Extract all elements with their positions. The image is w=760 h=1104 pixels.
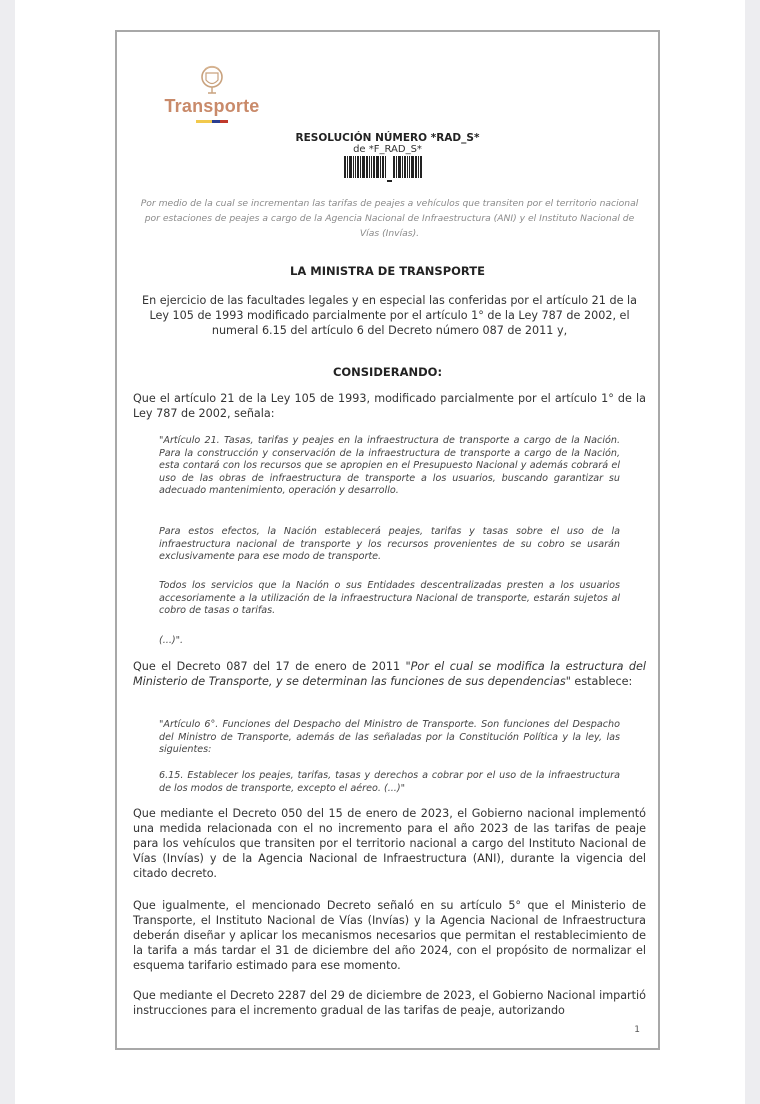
barcode-bar — [360, 156, 361, 178]
barcode-bar — [393, 156, 395, 178]
barcode-bar — [349, 156, 352, 178]
paragraph-1: Que el artículo 21 de la Ley 105 de 1993, modificado parcialmente por el artículo 1° de la Ley 787 de 2002, señala: — [133, 392, 646, 420]
resolution-subject: Por medio de la cual se incrementan las tarifas de peajes a vehículos que transiten por el territorio nacional por estaciones de peajes a cargo de la Agencia Nacional de Infraestructura (ANI) y el Instituto Nacional de Vías (Invías). — [140, 198, 639, 239]
barcode-bar — [362, 156, 365, 178]
flag-bar-icon — [196, 120, 228, 123]
barcode-bar — [398, 156, 401, 178]
quote-article-21-b: Para estos efectos, la Nación establecerá peajes, tarifas y tasas sobre el uso de la infraestructura nacional de transporte y los recursos provenientes de su cobro se usarán exclusivamente para ese modo de transporte. — [159, 526, 620, 562]
barcode-bar — [411, 156, 414, 178]
barcode-bar — [353, 156, 354, 178]
quote-article-21: "Artículo 21. Tasas, tarifas y peajes en la infraestructura de transporte a cargo de la Nación. Para la construcción y conservación de la infraestructura de transporte a cargo de la Nación, esta contará con los recursos que se apropien en el Presupuesto Nacional y además cobrará el uso de las obras de infraestructura de transporte a los usuarios, buscando garantizar su adecuado mantenimiento, operación y desarrollo. — [159, 435, 620, 496]
quote-article-21-c: Todos los servicios que la Nación o sus Entidades descentralizadas presten a los usuarios accesoriamente a la utilización de la infraestructura Nacional de transporte, estarán sujetos al cobro de tasas o tarifas. — [159, 580, 620, 616]
page-number: 1 — [634, 1025, 640, 1035]
barcode-bar — [409, 156, 410, 178]
barcode-bar — [396, 156, 397, 178]
paragraph-4: Que igualmente, el mencionado Decreto señaló en su artículo 5° que el Ministerio de Transporte, el Instituto Nacional de Vías (Invías) y la Agencia Nacional de Infraestructura deberán diseñar y aplicar los mecanismos necesarios que permitan el restablecimiento de la tarifa a más tardar el 31 de diciembre del año 2024, con el propósito de normalizar el esquema tarifario estimado para ese momento. — [133, 899, 646, 972]
barcode-bar — [357, 156, 359, 178]
barcode-bar — [380, 156, 381, 178]
viewer-right-edge — [745, 0, 760, 1104]
barcode-bar — [387, 156, 392, 182]
barcode-bar — [385, 156, 386, 178]
quote-article-6: "Artículo 6°. Funciones del Despacho del Ministro de Transporte. Son funciones del Despacho del Ministro de Transporte, además de las señaladas por la Constitución Política y la ley, las siguientes: — [159, 719, 620, 755]
barcode-bar — [366, 156, 368, 178]
authority-heading: LA MINISTRA DE TRANSPORTE — [290, 264, 485, 278]
barcode-bar — [347, 156, 348, 178]
paragraph-3: Que mediante el Decreto 050 del 15 de enero de 2023, el Gobierno nacional implementó una medida relacionada con el no incremento para el año 2023 de las tarifas de peaje para los vehículos que transiten por el territorio nacional a cargo del Instituto Nacional de Vías (Invías) y de la Agencia Nacional de Infraestructura (ANI), durante la vigencia del citado decreto. — [133, 807, 646, 880]
paragraph-2-end: establece: — [570, 675, 633, 688]
quote-numeral-6-15: 6.15. Establecer los peajes, tarifas, tasas y derechos a cobrar por el uso de la infraestructura de los modos de transporte, excepto el aéreo. (...)" — [159, 770, 620, 794]
paragraph-2-start: Que el Decreto 087 del 17 de enero de 2011 — [133, 660, 406, 673]
barcode-icon — [344, 156, 423, 182]
paragraph-5: Que mediante el Decreto 2287 del 29 de diciembre de 2023, el Gobierno Nacional impartió instrucciones para el incremento gradual de las tarifas de peaje, autorizando — [133, 989, 646, 1017]
paragraph-2-decree-title: "Por el cual se modifica la estructura del Ministerio de Transporte, y se determinan las funciones de sus dependencias" — [133, 660, 646, 688]
resolution-title: RESOLUCIÓN NÚMERO *RAD_S* — [295, 132, 480, 144]
barcode-bar — [415, 156, 417, 178]
barcode-bar — [420, 156, 422, 178]
barcode-bar — [382, 156, 384, 178]
barcode-bar — [369, 156, 370, 178]
resolution-date: de *F_RAD_S* — [353, 144, 422, 155]
barcode-bar — [376, 156, 379, 178]
quote-article-21-end: (...)". — [159, 635, 184, 646]
preamble: En ejercicio de las facultades legales y en especial las conferidas por el artículo 21 de la Ley 105 de 1993 modificado parcialmente por el artículo 1° de la Ley 787 de 2002, el numeral 6.15 del artículo 6 del Decreto número 087 de 2011 y, — [142, 294, 637, 337]
viewer-left-edge — [0, 0, 15, 1104]
barcode-bar — [418, 156, 419, 178]
barcode-bar — [371, 156, 372, 178]
coat-of-arms-icon — [197, 64, 227, 96]
logo-text: Transporte — [164, 96, 260, 116]
barcode-bar — [355, 156, 356, 178]
barcode-bar — [404, 156, 406, 178]
considerando-heading: CONSIDERANDO: — [332, 365, 443, 379]
document-page — [115, 30, 660, 1050]
barcode-bar — [344, 156, 346, 178]
barcode-bar — [402, 156, 403, 178]
barcode-bar — [373, 156, 375, 178]
ministry-logo — [157, 64, 267, 123]
paragraph-2 — [133, 659, 646, 689]
barcode-bar — [407, 156, 408, 178]
